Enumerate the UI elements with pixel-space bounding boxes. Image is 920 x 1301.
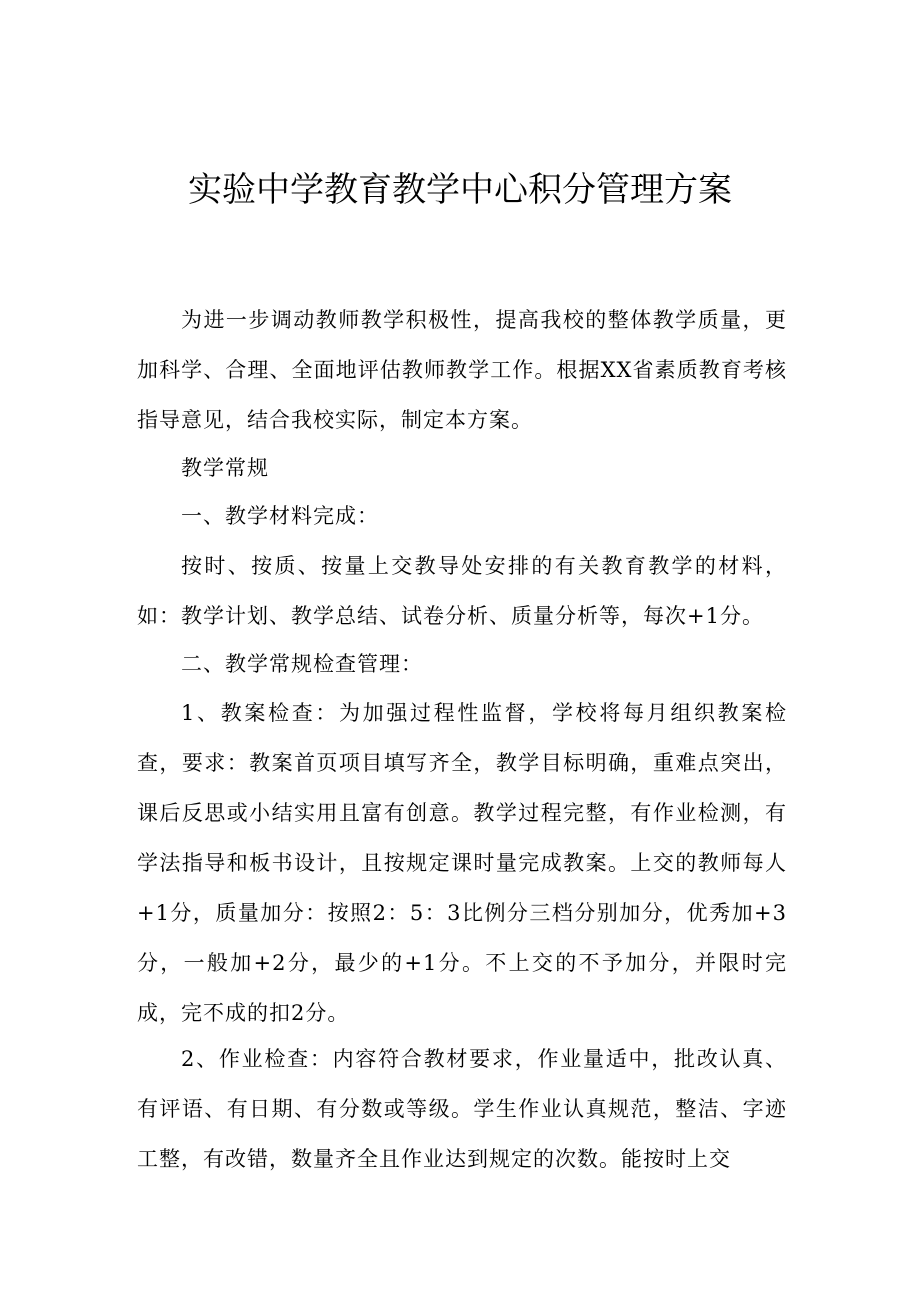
item1-paragraph [137,541,787,641]
item1-heading-text: 一、教学材料完成： [181,504,379,528]
item2-heading [137,639,787,689]
item2-heading-text: 二、教学常规检查管理： [181,652,423,676]
item2-sub2-paragraph [137,1034,787,1184]
document-title: 实验中学教育教学中心积分管理方案 [188,170,732,210]
item2-sub1-paragraph [137,688,787,1038]
section-heading-text: 教学常规 [181,456,269,480]
item2-sub2-text: 2、作业检查：内容符合教材要求，作业量适中，批改认真、有评语、有日期、有分数或等级。学生作业认真规范，整洁、字迹工整，有改错，数量齐全且作业达到规定的次数。能按时上交 [137,1047,787,1171]
item2-sub1-text: 1、教案检查：为加强过程性监督，学校将每月组织教案检查，要求：教案首页项目填写齐全，教学目标明确，重难点突出，课后反思或小结实用且富有创意。教学过程完整，有作业检测，有学法指导和板书设计，且按规定课时量完成教案。上交的教师每人+1分，质量加分：按照2：5：3比例分三档分别加分，优秀加+3分，一般加+2分，最少的+1分。不上交的不予加分，并限时完成，完不成的扣2分。 [137,701,787,1025]
intro-text: 为进一步调动教师教学积极性，提高我校的整体教学质量，更加科学、合理、全面地评估教师教学工作。根据XX省素质教育考核指导意见，结合我校实际，制定本方案。 [137,308,787,432]
item1-body-text: 按时、按质、按量上交教导处安排的有关教育教学的材料，如：教学计划、教学总结、试卷分析、质量分析等，每次+1分。 [137,554,787,628]
intro-paragraph [137,295,787,445]
section-heading [137,443,787,493]
item1-heading [137,491,787,541]
